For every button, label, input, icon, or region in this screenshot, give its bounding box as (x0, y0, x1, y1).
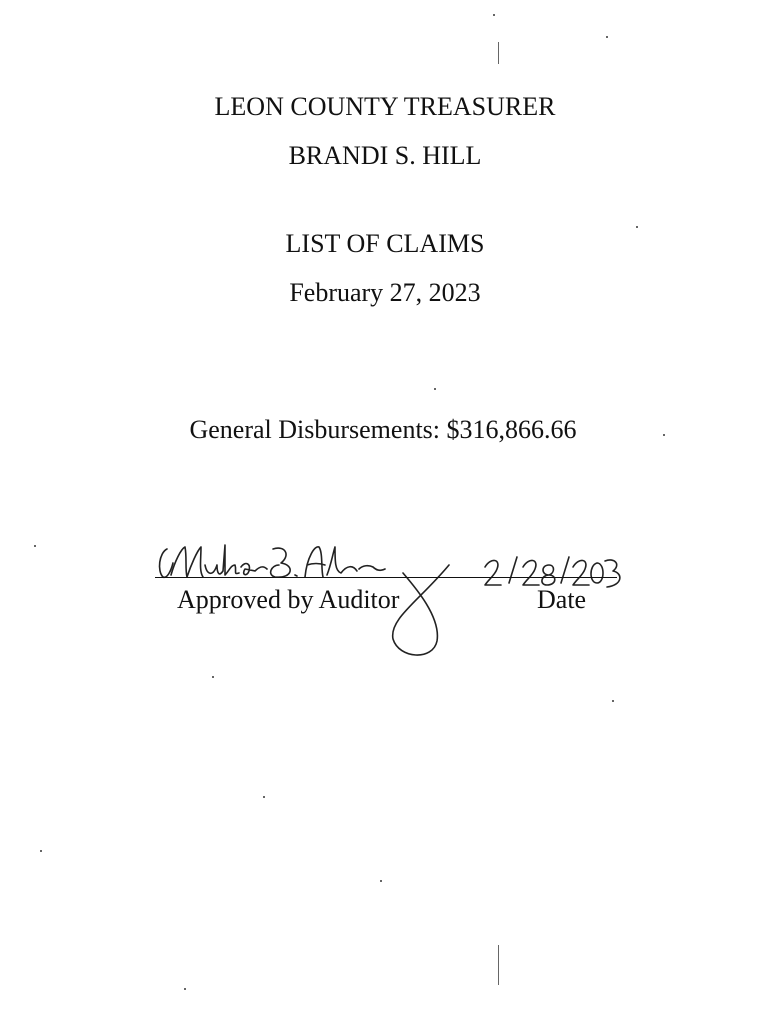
document-date: February 27, 2023 (289, 278, 481, 307)
signature-line (155, 577, 617, 578)
treasurer-name: BRANDI S. HILL (288, 141, 482, 170)
scan-speck (606, 36, 608, 38)
date-label: Date (537, 585, 587, 614)
approved-by-auditor-label: Approved by Auditor (177, 585, 400, 614)
scan-speck (434, 388, 436, 390)
scan-speck (34, 545, 36, 547)
treasurer-office-heading: LEON COUNTY TREASURER (214, 92, 556, 121)
document-title: LIST OF CLAIMS (285, 229, 485, 258)
scan-speck (40, 850, 42, 852)
scan-speck (493, 14, 495, 16)
scan-speck (380, 880, 382, 882)
scan-speck (263, 796, 265, 798)
scan-mark (498, 42, 499, 64)
approval-signature-block (155, 535, 625, 655)
scan-speck (636, 226, 638, 228)
scan-mark (498, 945, 499, 985)
scan-speck (212, 676, 214, 678)
scan-speck (612, 700, 614, 702)
general-disbursements: General Disbursements: $316,866.66 (189, 415, 577, 444)
scan-speck (184, 988, 186, 990)
